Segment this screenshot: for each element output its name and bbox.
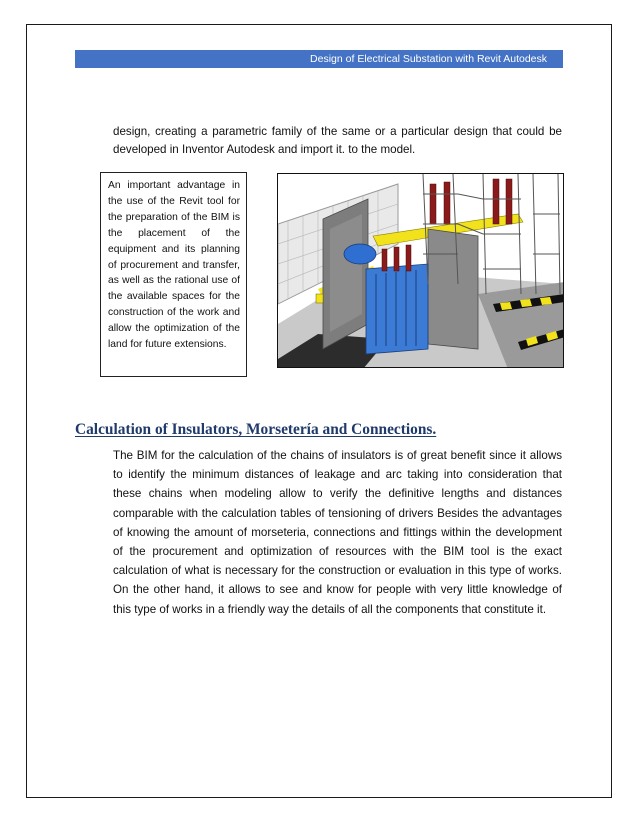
intro-paragraph: design, creating a parametric family of the same or a particular design that could be developed in Inventor Autodesk and import it. to the model. — [113, 125, 562, 157]
callout-box — [100, 172, 247, 377]
section-heading: Calculation of Insulators, Morsetería and Connections. — [75, 421, 437, 438]
running-header — [75, 50, 563, 68]
section-body: The BIM for the calculation of the chains of insulators is of great benefit since it allows to identify the minimum distances of leakage and arc taking into consideration that these chains when modeling allow to verify the definitive lengths and distances comparable with the calculation tables of tensioning of drivers Besides the advantages of knowing the amount of morseteria, connections and fittings within the development of the procurement and optimization of resources with the BIM tool is the exact calculation of what is necessary for the construction or evaluation in this type of works. On the other hand, it allows to see and know for people with very little knowledge of this type of works in a friendly way the details of all the components that constitute it. — [113, 449, 562, 616]
callout-text: An important advantage in the use of the Revit tool for the preparation of the BIM is the placement of the equipment and its planning of procurement and transfer, as well as the rational use of the available spaces for the construction of the work and allow the optimization of the land for future extensions. — [108, 180, 240, 351]
substation-3d-model-image — [277, 173, 564, 368]
substation-illustration — [278, 174, 564, 368]
header-title: Design of Electrical Substation with Revit Autodesk — [310, 53, 547, 65]
